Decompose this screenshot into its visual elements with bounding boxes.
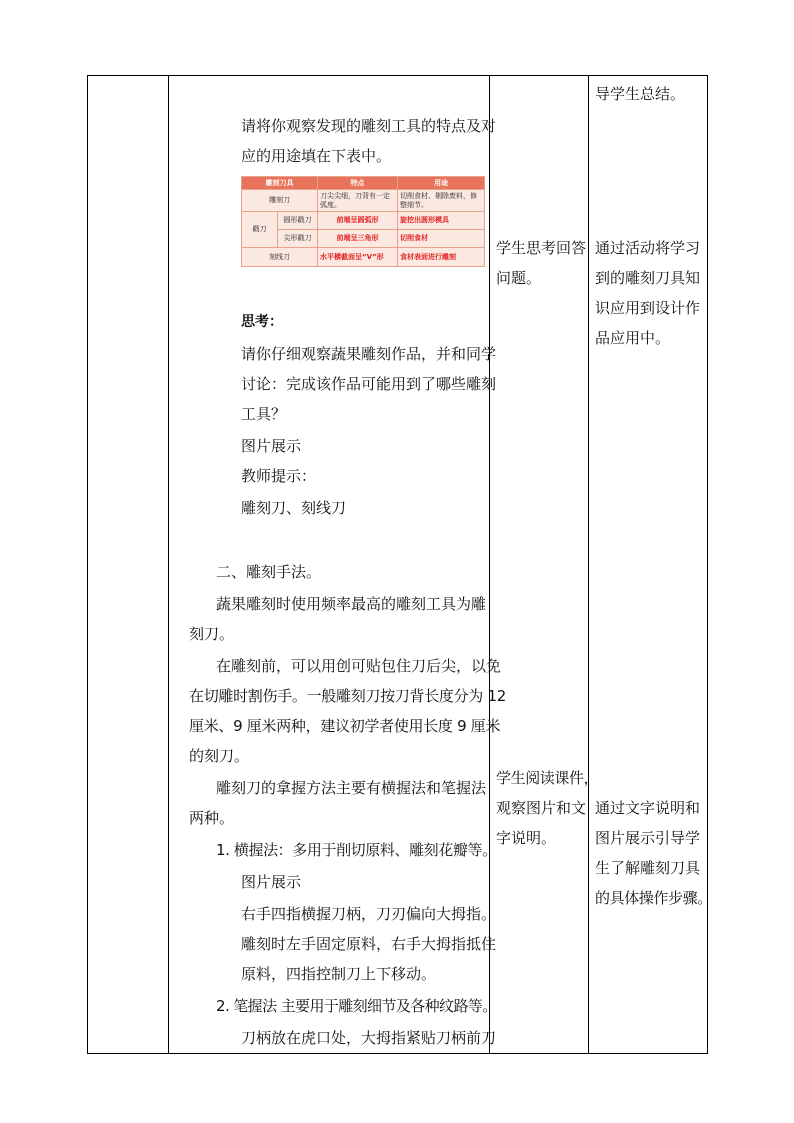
intro-line: 应的用途填在下表中。: [241, 147, 392, 165]
table-header-tool: 雕刻刀具: [242, 177, 318, 190]
table-header-feature: 特点: [318, 177, 398, 190]
picture-placeholder: 图片展示: [241, 437, 302, 455]
col-line-2: [168, 75, 169, 1054]
hint-text: 雕刻刀、刻线刀: [241, 499, 347, 517]
table-cell: 尖形戳刀: [278, 230, 318, 248]
paragraph-line: 厘米、9 厘米两种，建议初学者使用长度 9 厘米: [189, 717, 501, 735]
design-intent: 生了解雕刻刀具: [595, 859, 701, 877]
student-activity: 问题。: [496, 269, 542, 287]
design-intent: 到的雕刻刀具知: [595, 269, 701, 287]
think-line: 工具？: [241, 405, 287, 423]
think-title: 思考：: [241, 314, 283, 330]
paragraph-line: 刻刀。: [189, 625, 235, 643]
table-cell: 食材表面进行雕刻: [398, 248, 485, 267]
list-item-desc: 刀柄放在虎口处，大拇指紧贴刀柄前刀: [241, 1029, 497, 1047]
col-line-4: [588, 75, 589, 1054]
think-line: 请你仔细观察蔬果雕刻作品，并和同学: [241, 345, 497, 363]
table-cell: 切削食材、剔除废料，修整细节。: [398, 190, 485, 212]
table-cell: 圆形戳刀: [278, 212, 318, 230]
table-header-use: 用途: [398, 177, 485, 190]
picture-placeholder: 图片展示: [241, 873, 302, 891]
list-item-desc: 雕刻时左手固定原料，右手大拇指抵住: [241, 935, 497, 953]
col-line-1: [87, 75, 88, 1054]
design-intent: 识应用到设计作: [595, 299, 701, 317]
list-item-desc: 右手四指横握刀柄，刀刃偏向大拇指。: [241, 905, 497, 923]
table-cell: 切削食材: [398, 230, 485, 248]
section-title: 二、雕刻手法。: [216, 563, 322, 581]
design-intent: 导学生总结。: [595, 85, 686, 103]
paragraph-line: 两种。: [189, 809, 235, 827]
design-intent: 图片展示引导学: [595, 829, 701, 847]
list-item: 2. 笔握法 主要用于雕刻细节及各种纹路等。: [216, 997, 497, 1015]
table-cell: 雕刻刀: [242, 190, 318, 212]
intro-line: 请将你观察发现的雕刻工具的特点及对: [241, 117, 497, 135]
design-intent: 通过文字说明和: [595, 799, 701, 817]
paragraph-line: 雕刻刀的拿握方法主要有横握法和笔握法: [216, 779, 487, 797]
table-cell: 水平横截面呈“V”形: [318, 248, 398, 267]
table-bottom-border: [87, 1053, 708, 1054]
table-cell: 刀尖尖细，刀背有一定弧度。: [318, 190, 398, 212]
design-intent: 通过活动将学习: [595, 239, 701, 257]
paragraph-line: 在雕刻前，可以用创可贴包住刀后尖，以免: [216, 657, 502, 675]
list-item: 1. 横握法：多用于削切原料、雕刻花瓣等。: [216, 841, 497, 859]
design-intent: 的具体操作步骤。: [595, 889, 712, 907]
student-activity: 学生思考回答: [496, 239, 587, 257]
carving-tools-table: [241, 176, 485, 267]
student-activity: 字说明。: [496, 829, 557, 847]
design-intent: 品应用中。: [595, 329, 671, 347]
table-cell: 前端呈圆弧形: [318, 212, 398, 230]
table-cell: 前端呈三角形: [318, 230, 398, 248]
paragraph-line: 在切雕时割伤手。一般雕刻刀按刀背长度分为 12: [189, 687, 506, 705]
think-line: 讨论：完成该作品可能用到了哪些雕刻: [241, 375, 497, 393]
table-cell: 刻线刀: [242, 248, 318, 267]
hint-title: 教师提示：: [241, 467, 317, 485]
table-top-border: [87, 75, 708, 76]
table-cell: 旋挖出圆形模具: [398, 212, 485, 230]
student-activity: 学生阅读课件，: [496, 769, 599, 787]
paragraph-line: 蔬果雕刻时使用频率最高的雕刻工具为雕: [216, 595, 487, 613]
student-activity: 观察图片和文: [496, 799, 587, 817]
table-cell: 戳刀: [242, 212, 278, 248]
list-item-desc: 原料，四指控制刀上下移动。: [241, 965, 437, 983]
paragraph-line: 的刻刀。: [189, 747, 250, 765]
